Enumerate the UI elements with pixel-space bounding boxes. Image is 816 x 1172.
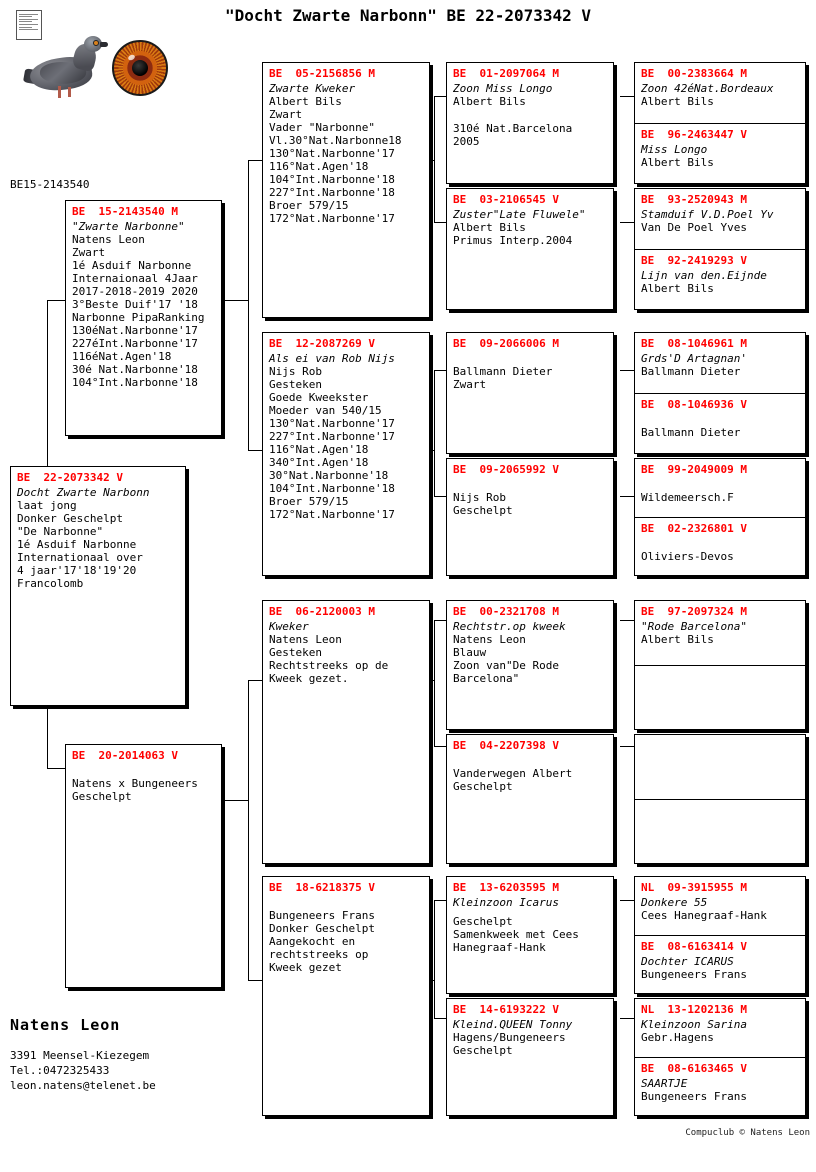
connector-gen2d-gen3-top <box>434 900 446 901</box>
gen1-sire-ring: BE 15-2143540 M <box>72 205 178 218</box>
gen4-7-bottom[interactable] <box>635 936 805 994</box>
gen2-2-line-4: 130°Nat.Narbonne'17 <box>269 417 395 430</box>
gen3-5-line-3: Barcelona" <box>453 672 520 685</box>
gen2-1-line-5: 116°Nat.Agen'18 <box>269 160 369 173</box>
gen2-box-1[interactable] <box>262 62 430 318</box>
gen4-2-top-line-0: Van De Poel Yves <box>641 221 747 234</box>
gen4-2-bottom-line-0: Albert Bils <box>641 282 714 295</box>
gen2-2-line-10: Broer 579/15 <box>269 495 349 508</box>
gen2-1-line-4: 130°Nat.Narbonne'17 <box>269 147 395 160</box>
gen4-3-top-ring: BE 08-1046961 M <box>641 337 747 350</box>
gen2-box-3[interactable] <box>262 600 430 864</box>
gen4-8-bottom-line-0: Bungeneers Frans <box>641 1090 747 1103</box>
connector-gen3-3 <box>620 370 634 371</box>
gen3-8-ring: BE 14-6193222 V <box>453 1003 559 1016</box>
gen2-3-name: Kweker <box>269 620 309 633</box>
eye-pupil <box>132 60 148 76</box>
gen3-3-ring: BE 09-2066006 M <box>453 337 559 350</box>
gen3-box-4[interactable] <box>446 458 614 576</box>
gen3-4-line-0: Nijs Rob <box>453 491 506 504</box>
gen2-2-ring: BE 12-2087269 V <box>269 337 375 350</box>
gen4-1-bottom-line-0: Albert Bils <box>641 156 714 169</box>
gen2-4-line-1: Donker Geschelpt <box>269 922 375 935</box>
gen3-box-3[interactable] <box>446 332 614 454</box>
gen3-7-ring: BE 13-6203595 M <box>453 881 559 894</box>
gen3-5-line-0: Natens Leon <box>453 633 526 646</box>
gen3-box-1[interactable] <box>446 62 614 184</box>
gen2-1-line-6: 104°Int.Narbonne'18 <box>269 173 395 186</box>
subject-line-0: laat jong <box>17 499 77 512</box>
gen3-6-name <box>453 754 608 767</box>
gen4-3-bottom-ring: BE 08-1046936 V <box>641 398 747 411</box>
gen4-8-bottom-name: SAARTJE <box>641 1077 688 1090</box>
gen4-7-top-line-0: Cees Hanegraaf-Hank <box>641 909 767 922</box>
gen3-3-line-1: Zwart <box>453 378 487 391</box>
gen4-pair-4[interactable] <box>634 458 806 576</box>
gen4-3-bottom-name <box>641 413 800 426</box>
gen1-sire-line-1: Zwart <box>72 246 106 259</box>
gen4-5-top-line-0: Albert Bils <box>641 633 714 646</box>
gen1-dam-ring: BE 20-2014063 V <box>72 749 178 762</box>
eye-highlight <box>127 54 135 61</box>
gen4-8-top-ring: NL 13-1202136 M <box>641 1003 747 1016</box>
connector-gen3-5 <box>620 620 634 621</box>
footer <box>10 1016 156 1093</box>
gen1-sire-line-7: 130éNat.Narbonne'17 <box>72 324 198 337</box>
gen2-2-line-0: Nijs Rob <box>269 365 322 378</box>
owner-email[interactable]: leon.natens@telenet.be <box>10 1079 156 1092</box>
pigeon-beak <box>100 42 108 47</box>
gen3-6-ring: BE 04-2207398 V <box>453 739 559 752</box>
gen2-2-line-3: Moeder van 540/15 <box>269 404 382 417</box>
gen3-7-line-0: Geschelpt <box>453 915 513 928</box>
gen4-4-top-ring: BE 99-2049009 M <box>641 463 747 476</box>
gen3-1-extra-1: 2005 <box>453 135 480 148</box>
gen4-4-bottom-name <box>641 537 800 550</box>
gen2-2-line-8: 30°Nat.Narbonne'18 <box>269 469 389 482</box>
gen3-8-line-1: Geschelpt <box>453 1044 513 1057</box>
connector-gen3-6 <box>620 746 634 747</box>
gen4-2-top-name: Stamduif V.D.Poel Yv <box>641 208 774 221</box>
gen3-5-line-2: Zoon van"De Rode <box>453 659 559 672</box>
connector-gen1a-gen2-top <box>248 160 262 161</box>
connector-gen2d-gen3 <box>434 900 435 1018</box>
gen4-pair-8[interactable] <box>634 998 806 1116</box>
connector-gen2a-gen3-top <box>434 96 446 97</box>
gen4-7-bottom-ring: BE 08-6163414 V <box>641 940 747 953</box>
gen4-6-bottom[interactable] <box>635 800 805 864</box>
gen4-8-bottom[interactable] <box>635 1058 805 1116</box>
gen1-sire-name: "Zwarte Narbonne" <box>72 220 185 233</box>
gen4-pair-3[interactable] <box>634 332 806 454</box>
gen2-1-line-0: Albert Bils <box>269 95 342 108</box>
gen4-3-top[interactable] <box>635 333 805 394</box>
gen3-5-ring: BE 00-2321708 M <box>453 605 559 618</box>
owner-address: 3391 Meensel-Kiezegem <box>10 1049 150 1062</box>
gen1-sire-line-5: 3°Beste Duif'17 '18 <box>72 298 198 311</box>
subject-line-1: Donker Geschelpt <box>17 512 123 525</box>
gen2-3-line-0: Natens Leon <box>269 633 342 646</box>
gen4-7-top-name: Donkere 55 <box>641 896 708 909</box>
pigeon-leg-2 <box>68 87 71 97</box>
subject-box[interactable] <box>10 466 186 706</box>
connector-gen2b-gen3-bottom <box>434 496 446 497</box>
gen3-4-line-1: Geschelpt <box>453 504 513 517</box>
gen3-8-line-0: Hagens/Bungeneers <box>453 1031 566 1044</box>
connector-gen1b-gen2-bottom <box>248 980 262 981</box>
page-title: "Docht Zwarte Narbonn" BE 22-2073342 V <box>224 6 592 25</box>
gen4-pair-5[interactable] <box>634 600 806 730</box>
gen2-2-name: Als ei van Rob Nijs <box>269 352 395 365</box>
gen3-2-ring: BE 03-2106545 V <box>453 193 559 206</box>
connector-gen2c-gen3 <box>434 620 435 746</box>
connector-gen3-2 <box>620 222 634 223</box>
gen4-4-bottom-line-0: Oliviers-Devos <box>641 550 734 563</box>
connector-gen1a-gen2-bottom <box>248 450 262 451</box>
gen4-4-top[interactable] <box>635 459 805 518</box>
subject-line-3: 1é Asduif Narbonne <box>17 538 137 551</box>
gen4-8-bottom-ring: BE 08-6163465 V <box>641 1062 747 1075</box>
gen3-box-2[interactable] <box>446 188 614 310</box>
gen4-7-top[interactable] <box>635 877 805 936</box>
gen3-6-line-1: Geschelpt <box>453 780 513 793</box>
gen4-1-bottom-name: Miss Longo <box>641 143 708 156</box>
gen4-4-bottom[interactable] <box>635 518 805 576</box>
gen4-7-top-ring: NL 09-3915955 M <box>641 881 747 894</box>
connector-gen2d-gen3-bottom <box>434 1018 446 1019</box>
gen4-1-top-ring: BE 00-2383664 M <box>641 67 747 80</box>
gen1-sire-box[interactable] <box>65 200 222 436</box>
gen4-4-top-line-0: Wildemeersch.F <box>641 491 734 504</box>
gen3-8-name: Kleind.QUEEN Tonny <box>453 1018 573 1031</box>
gen1-sire-line-10: 30é Nat.Narbonne'18 <box>72 363 198 376</box>
gen2-2-line-6: 116°Nat.Agen'18 <box>269 443 369 456</box>
connector-gen3-8 <box>620 1018 634 1019</box>
gen3-7-line-1: Samenkweek met Cees <box>453 928 579 941</box>
gen3-1-ring: BE 01-2097064 M <box>453 67 559 80</box>
gen4-2-bottom[interactable] <box>635 250 805 310</box>
gen2-box-4[interactable] <box>262 876 430 1116</box>
gen3-7-name: Kleinzoon Icarus <box>453 896 559 909</box>
connector-gen2a-gen3-bottom <box>434 222 446 223</box>
gen1-dam-line-0: Natens x Bungeneers <box>72 777 198 790</box>
gen4-4-top-name <box>641 478 800 491</box>
gen4-3-bottom[interactable] <box>635 394 805 454</box>
gen4-2-top[interactable] <box>635 189 805 250</box>
gen4-8-top-name: Kleinzoon Sarina <box>641 1018 747 1031</box>
gen4-5-bottom[interactable] <box>635 666 805 730</box>
gen2-4-name <box>269 896 424 909</box>
connector-gen1b-gen2-top <box>248 680 262 681</box>
connector-gen2b-gen3-top <box>434 370 446 371</box>
gen3-4-ring: BE 09-2065992 V <box>453 463 559 476</box>
gen3-1-extra-0: 310é Nat.Barcelona <box>453 122 573 135</box>
subject-name: Docht Zwarte Narbonn <box>17 486 150 499</box>
connector-subject-gen1-bottom <box>47 768 65 769</box>
gen3-box-8[interactable] <box>446 998 614 1116</box>
gen4-1-bottom-ring: BE 96-2463447 V <box>641 128 747 141</box>
connector-gen1b-stem <box>222 800 248 801</box>
gen1-sire-line-4: 2017-2018-2019 2020 <box>72 285 198 298</box>
gen4-6-top[interactable] <box>635 735 805 800</box>
gen3-box-6[interactable] <box>446 734 614 864</box>
gen2-1-ring: BE 05-2156856 M <box>269 67 375 80</box>
gen1-sire-line-2: 1é Asduif Narbonne <box>72 259 192 272</box>
gen4-3-top-name: Grds'D Artagnan' <box>641 352 747 365</box>
gen1-sire-line-6: Narbonne PipaRanking <box>72 311 205 324</box>
gen2-2-line-9: 104°Int.Narbonne'18 <box>269 482 395 495</box>
subject-line-2: "De Narbonne" <box>17 525 104 538</box>
gen3-2-line-1: Primus Interp.2004 <box>453 234 573 247</box>
logo-cluster <box>8 8 178 108</box>
gen2-3-ring: BE 06-2120003 M <box>269 605 375 618</box>
gen4-2-top-ring: BE 93-2520943 M <box>641 193 747 206</box>
gen4-8-top[interactable] <box>635 999 805 1058</box>
connector-gen2b-gen3 <box>434 370 435 496</box>
connector-gen1a-gen2 <box>248 160 249 450</box>
gen2-3-line-2: Rechtstreeks op de <box>269 659 389 672</box>
pigeon-eye-photo <box>112 40 168 96</box>
gen2-2-line-7: 340°Int.Agen'18 <box>269 456 369 469</box>
gen3-7-line-2: Hanegraaf-Hank <box>453 941 546 954</box>
gen4-7-bottom-name: Dochter ICARUS <box>641 955 734 968</box>
gen3-box-5[interactable] <box>446 600 614 730</box>
gen4-1-top-name: Zoon 42éNat.Bordeaux <box>641 82 774 95</box>
gen3-4-name <box>453 478 608 491</box>
connector-gen3-7 <box>620 900 634 901</box>
gen2-1-name: Zwarte Kweker <box>269 82 356 95</box>
gen1-dam-line-1: Geschelpt <box>72 790 132 803</box>
owner-name: Natens Leon <box>10 1016 121 1034</box>
gen4-1-top[interactable] <box>635 63 805 124</box>
subject-line-5: 4 jaar'17'18'19'20 <box>17 564 137 577</box>
gen2-4-ring: BE 18-6218375 V <box>269 881 375 894</box>
gen3-1-name: Zoon Miss Longo <box>453 82 553 95</box>
credit-line: Compuclub © Natens Leon <box>685 1128 810 1138</box>
gen3-6-line-0: Vanderwegen Albert <box>453 767 573 780</box>
gen1-sire-line-9: 116éNat.Agen'18 <box>72 350 172 363</box>
gen1-sire-line-8: 227éInt.Narbonne'17 <box>72 337 198 350</box>
gen4-pair-7[interactable] <box>634 876 806 994</box>
gen4-8-top-line-0: Gebr.Hagens <box>641 1031 714 1044</box>
gen3-1-line-0: Albert Bils <box>453 95 526 108</box>
gen4-5-top-name: "Rode Barcelona" <box>641 620 747 633</box>
gen2-2-line-11: 172°Nat.Narbonne'17 <box>269 508 395 521</box>
gen4-5-top[interactable] <box>635 601 805 666</box>
gen2-4-line-0: Bungeneers Frans <box>269 909 375 922</box>
subject-line-6: Francolomb <box>17 577 84 590</box>
gen3-2-line-0: Albert Bils <box>453 221 526 234</box>
gen4-pair-2[interactable] <box>634 188 806 310</box>
pigeon-photo <box>24 30 108 102</box>
connector-gen3-1 <box>620 96 634 97</box>
gen3-5-line-1: Blauw <box>453 646 487 659</box>
gen2-4-line-4: Kweek gezet <box>269 961 342 974</box>
subject-ring: BE 22-2073342 V <box>17 471 123 484</box>
gen2-box-2[interactable] <box>262 332 430 576</box>
gen1-dam-name <box>72 764 216 777</box>
gen4-7-bottom-line-0: Bungeneers Frans <box>641 968 747 981</box>
pigeon-eye-dot <box>93 40 99 46</box>
gen4-4-bottom-ring: BE 02-2326801 V <box>641 522 747 535</box>
gen2-1-line-7: 227°Int.Narbonne'18 <box>269 186 395 199</box>
connector-gen1a-stem <box>222 300 248 301</box>
gen2-3-line-1: Gesteken <box>269 646 322 659</box>
gen1-sire-line-11: 104°Int.Narbonne'18 <box>72 376 198 389</box>
gen3-box-7[interactable] <box>446 876 614 994</box>
ring-caption: BE15-2143540 <box>10 178 90 191</box>
gen2-2-line-2: Goede Kweekster <box>269 391 369 404</box>
gen1-sire-line-0: Natens Leon <box>72 233 145 246</box>
gen2-1-line-2: Vader "Narbonne" <box>269 121 375 134</box>
connector-gen2c-gen3-top <box>434 620 446 621</box>
gen2-1-line-3: Vl.30°Nat.Narbonne18 <box>269 134 402 147</box>
gen4-1-top-line-0: Albert Bils <box>641 95 714 108</box>
pigeon-leg <box>58 86 61 98</box>
gen2-4-line-2: Aangekocht en <box>269 935 356 948</box>
gen1-sire-line-3: Internaionaal 4Jaar <box>72 272 198 285</box>
gen1-dam-box[interactable] <box>65 744 222 988</box>
gen2-4-line-3: rechtstreeks op <box>269 948 369 961</box>
gen2-1-line-8: Broer 579/15 <box>269 199 349 212</box>
gen2-3-line-3: Kweek gezet. <box>269 672 349 685</box>
gen4-2-bottom-name: Lijn van den.Eijnde <box>641 269 767 282</box>
subject-line-4: Internationaal over <box>17 551 143 564</box>
gen4-pair-6[interactable] <box>634 734 806 864</box>
gen4-3-top-line-0: Ballmann Dieter <box>641 365 741 378</box>
connector-gen1b-gen2 <box>248 680 249 980</box>
gen4-3-bottom-line-0: Ballmann Dieter <box>641 426 741 439</box>
connector-gen2c-gen3-bottom <box>434 746 446 747</box>
connector-subject-gen1-top <box>47 300 65 301</box>
gen4-2-bottom-ring: BE 92-2419293 V <box>641 254 747 267</box>
gen4-1-bottom[interactable] <box>635 124 805 184</box>
gen2-2-line-5: 227°Int.Narbonne'17 <box>269 430 395 443</box>
gen2-2-line-1: Gesteken <box>269 378 322 391</box>
gen3-3-name <box>453 352 608 365</box>
connector-gen3-4 <box>620 496 634 497</box>
gen4-pair-1[interactable] <box>634 62 806 184</box>
gen3-5-name: Rechtstr.op kweek <box>453 620 566 633</box>
gen2-1-line-9: 172°Nat.Narbonne'17 <box>269 212 395 225</box>
owner-phone: Tel.:0472325433 <box>10 1064 110 1077</box>
gen4-5-top-ring: BE 97-2097324 M <box>641 605 747 618</box>
connector-gen2a-gen3 <box>434 96 435 222</box>
gen3-3-line-0: Ballmann Dieter <box>453 365 553 378</box>
gen2-1-line-1: Zwart <box>269 108 303 121</box>
gen3-2-name: Zuster"Late Fluwele" <box>453 208 586 221</box>
